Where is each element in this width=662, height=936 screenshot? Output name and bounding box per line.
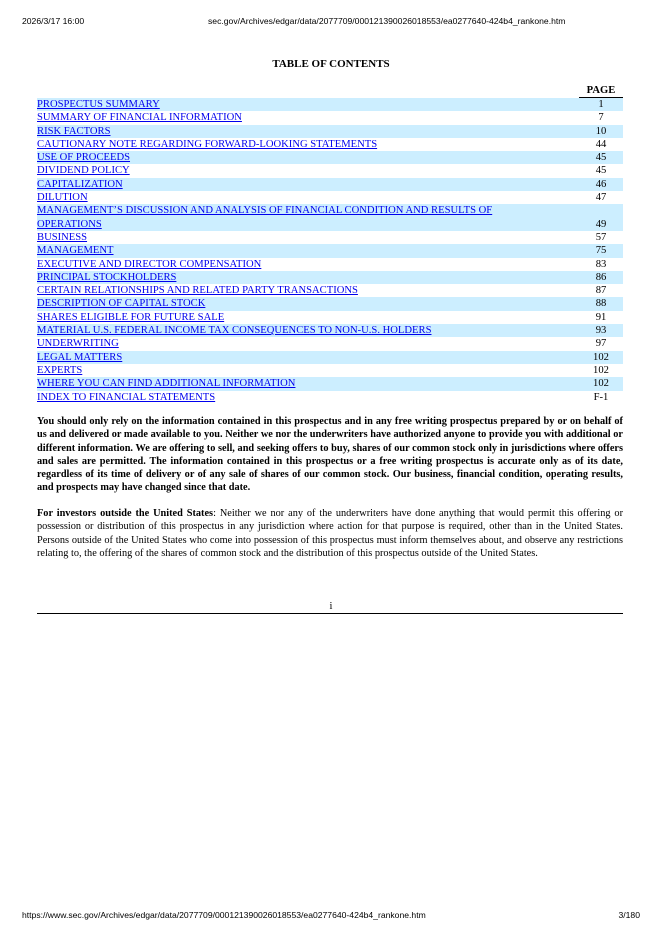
toc-row: [37, 125, 623, 138]
toc-entry-link[interactable]: MATERIAL U.S. FEDERAL INCOME TAX CONSEQUENCES TO NON-U.S. HOLDERS: [37, 325, 432, 337]
toc-entry-link[interactable]: MANAGEMENT’S DISCUSSION AND ANALYSIS OF FINANCIAL CONDITION AND RESULTS OF OPERATIONS: [37, 205, 493, 230]
toc-entry-page: 1: [598, 99, 604, 110]
toc-row: [37, 324, 623, 337]
toc-entry-link[interactable]: SHARES ELIGIBLE FOR FUTURE SALE: [37, 311, 225, 323]
toc-row: [37, 98, 623, 111]
toc-entry-link[interactable]: INDEX TO FINANCIAL STATEMENTS: [37, 391, 216, 403]
toc-entry-page: 91: [595, 311, 607, 323]
toc-row: [37, 337, 623, 350]
toc-row: [37, 191, 623, 204]
toc-entry-link[interactable]: SUMMARY OF FINANCIAL INFORMATION: [37, 112, 242, 124]
toc-row: [37, 377, 623, 390]
toc-row: [37, 391, 623, 404]
toc-entry-page: 102: [593, 364, 609, 376]
toc-entry-link[interactable]: CERTAIN RELATIONSHIPS AND RELATED PARTY TRANSACTIONS: [37, 285, 358, 297]
toc-row: [37, 258, 623, 271]
toc-entry-link[interactable]: PROSPECTUS SUMMARY: [37, 99, 160, 110]
toc-entry-page: 87: [595, 285, 607, 297]
print-footer-url: https://www.sec.gov/Archives/edgar/data/2077709/000121390026018553/ea0277640-424b4_rankone.htm: [22, 910, 426, 920]
toc-entry-page: 46: [595, 178, 607, 190]
toc-page-column-header: PAGE: [579, 84, 623, 98]
toc-row: [37, 151, 623, 164]
toc-entry-page: 83: [595, 258, 607, 270]
toc-entry-link[interactable]: UNDERWRITING: [37, 338, 119, 350]
toc-entry-link[interactable]: LEGAL MATTERS: [37, 351, 123, 363]
toc-entry-link[interactable]: MANAGEMENT: [37, 245, 114, 257]
toc-entry-page: 44: [595, 138, 607, 150]
toc-entry-page: 49: [595, 218, 607, 230]
toc-entry-page: 102: [593, 351, 609, 363]
toc-entry-page: 7: [598, 112, 604, 124]
toc-table: [37, 84, 623, 404]
toc-entry-page: 47: [595, 192, 607, 204]
toc-entry-link[interactable]: CAPITALIZATION: [37, 178, 123, 190]
investors-outside-us-body: : Neither we nor any of the underwriters have done anything that would permit this offering or possession or distribution of this prospectus in any jurisdiction where action for that purpose is required, other than in the United States. Persons outside of the United States who come into possession of this prospectus must inform themselves about, and observe any restrictions relating to, the offering of the shares of common stock and the distribution of this prospectus outside of the United States.: [37, 508, 623, 559]
toc-row: [37, 244, 623, 257]
print-url: sec.gov/Archives/edgar/data/2077709/000121390026018553/ea0277640-424b4_rankone.htm: [208, 16, 566, 26]
print-page-counter: 3/180: [618, 910, 640, 920]
toc-entry-link[interactable]: CAUTIONARY NOTE REGARDING FORWARD-LOOKING STATEMENTS: [37, 138, 378, 150]
toc-row: [37, 351, 623, 364]
toc-row: [37, 204, 623, 231]
toc-entry-page: 88: [595, 298, 607, 310]
toc-row: [37, 164, 623, 177]
toc-row: [37, 138, 623, 151]
toc-entry-page: 57: [595, 231, 607, 243]
toc-entry-page: 45: [595, 152, 607, 164]
page-bottom-rule: [37, 613, 623, 614]
toc-entry-link[interactable]: PRINCIPAL STOCKHOLDERS: [37, 271, 177, 283]
toc-header-row: [37, 84, 623, 98]
browser-print-footer: [22, 910, 640, 922]
toc-entry-page: 75: [595, 245, 607, 257]
investors-outside-us-lead: For investors outside the United States: [37, 508, 214, 519]
toc-entry-link[interactable]: DIVIDEND POLICY: [37, 165, 130, 177]
toc-row: [37, 311, 623, 324]
document-page-number: i: [329, 601, 333, 612]
toc-entry-page: F-1: [593, 391, 609, 403]
toc-entry-link[interactable]: DILUTION: [37, 192, 88, 204]
toc-row: [37, 271, 623, 284]
toc-row: [37, 231, 623, 244]
toc-entry-page: 86: [595, 271, 607, 283]
toc-entry-link[interactable]: EXECUTIVE AND DIRECTOR COMPENSATION: [37, 258, 262, 270]
toc-entry-link[interactable]: WHERE YOU CAN FIND ADDITIONAL INFORMATION: [37, 378, 296, 390]
toc-entry-link[interactable]: RISK FACTORS: [37, 125, 111, 137]
toc-row: [37, 364, 623, 377]
toc-title: TABLE OF CONTENTS: [272, 58, 390, 70]
investors-outside-us-notice: [37, 507, 623, 560]
toc-entry-link[interactable]: EXPERTS: [37, 364, 83, 376]
toc-rows: [37, 98, 623, 404]
toc-row: [37, 178, 623, 191]
toc-entry-page: 102: [593, 378, 609, 390]
toc-entry-page: 93: [595, 325, 607, 337]
toc-entry-link[interactable]: BUSINESS: [37, 231, 88, 243]
toc-entry-link[interactable]: USE OF PROCEEDS: [37, 152, 131, 164]
toc-row: [37, 297, 623, 310]
toc-entry-link[interactable]: DESCRIPTION OF CAPITAL STOCK: [37, 298, 206, 310]
toc-entry-page: 10: [595, 125, 607, 137]
reliance-notice: You should only rely on the information contained in this prospectus and in any free writing prospectus prepared by or on behalf of us and delivered or made available to you. Neither we nor the underwriters have authorized anyone to provide you with additional or different information. We are offering to sell, and seeking offers to buy, shares of our common stock only in jurisdictions where offers and sales are permitted. The information contained in this prospectus or a free writing prospectus is accurate only as of its date, regardless of its time of delivery or of any sale of shares of our common stock. Our business, financial condition, operating results, and prospects may have changed since that date.: [37, 416, 623, 494]
toc-row: [37, 111, 623, 124]
toc-entry-page: 97: [595, 338, 607, 350]
print-datetime: 2026/3/17 16:00: [22, 16, 85, 26]
browser-print-header: [22, 16, 640, 28]
toc-entry-page: 45: [595, 165, 607, 177]
toc-row: [37, 284, 623, 297]
